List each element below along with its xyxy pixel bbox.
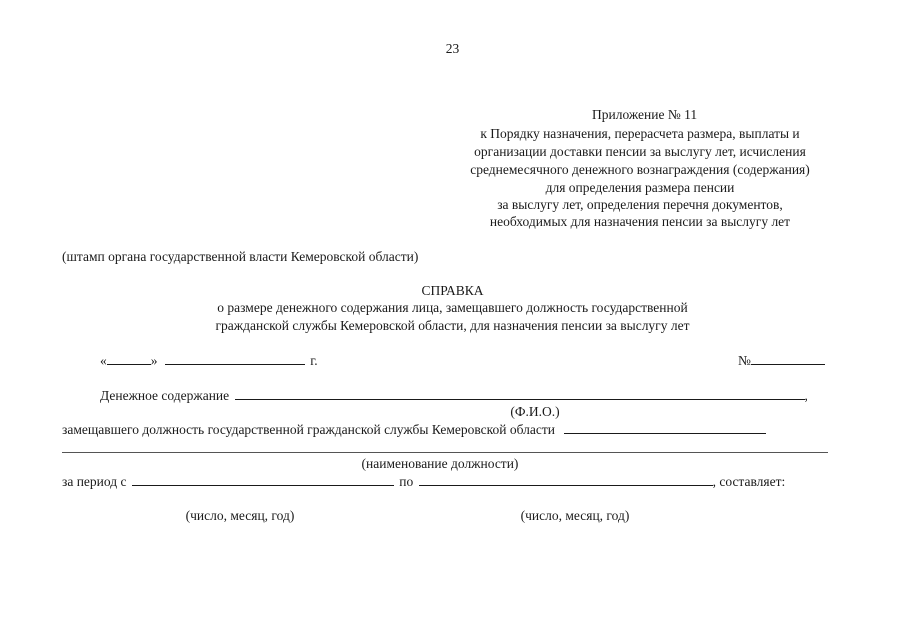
period-suffix: , составляет: <box>712 474 786 489</box>
period-row <box>62 473 785 490</box>
document-title: СПРАВКА <box>421 283 484 298</box>
position-caption: (наименование должности) <box>361 456 519 471</box>
month-year-field[interactable] <box>165 352 305 365</box>
fio-field[interactable] <box>235 387 805 400</box>
period-from-field[interactable] <box>132 473 394 486</box>
period-to-caption: (число, месяц, год) <box>520 508 630 523</box>
date-row <box>100 352 318 369</box>
fio-caption: (Ф.И.О.) <box>510 404 560 419</box>
day-field[interactable] <box>107 352 151 365</box>
date-open-quote: « <box>100 353 107 368</box>
position-field-line2[interactable] <box>62 452 828 453</box>
appendix-line: организации доставки пенсии за выслугу лет, исчисления <box>474 144 806 159</box>
appendix-line: за выслугу лет, определения перечня документов, <box>497 197 783 212</box>
position-row <box>62 421 766 438</box>
position-field-part1[interactable] <box>564 421 766 434</box>
salary-label: Денежное содержание <box>100 388 230 403</box>
year-suffix: г. <box>310 353 318 368</box>
period-from-caption: (число, месяц, год) <box>185 508 295 523</box>
document-number <box>738 352 825 369</box>
document-subtitle-line2: гражданской службы Кемеровской области, для назначения пенсии за выслугу лет <box>215 318 690 333</box>
date-close-quote: » <box>150 353 158 368</box>
page-number: 23 <box>445 41 460 56</box>
appendix-line: среднемесячного денежного вознаграждения (содержания) <box>470 162 810 177</box>
period-from-label: за период с <box>62 474 127 489</box>
appendix-title: Приложение № 11 <box>592 107 698 122</box>
appendix-line: к Порядку назначения, перерасчета размера, выплаты и <box>480 126 800 141</box>
document-number-field[interactable] <box>751 352 825 365</box>
appendix-line: необходимых для назначения пенсии за выслугу лет <box>489 214 791 229</box>
position-label: замещавшего должность государственной гражданской службы Кемеровской области <box>62 422 555 437</box>
salary-trailing-comma: , <box>804 388 808 403</box>
salary-row <box>100 387 808 404</box>
number-sign: № <box>738 353 751 368</box>
document-subtitle-line1: о размере денежного содержания лица, замещавшего должность государственной <box>217 300 688 315</box>
appendix-line: для определения размера пенсии <box>545 180 735 195</box>
period-to-label: по <box>399 474 414 489</box>
stamp-caption: (штамп органа государственной власти Кемеровской области) <box>62 249 419 264</box>
period-to-field[interactable] <box>419 473 713 486</box>
